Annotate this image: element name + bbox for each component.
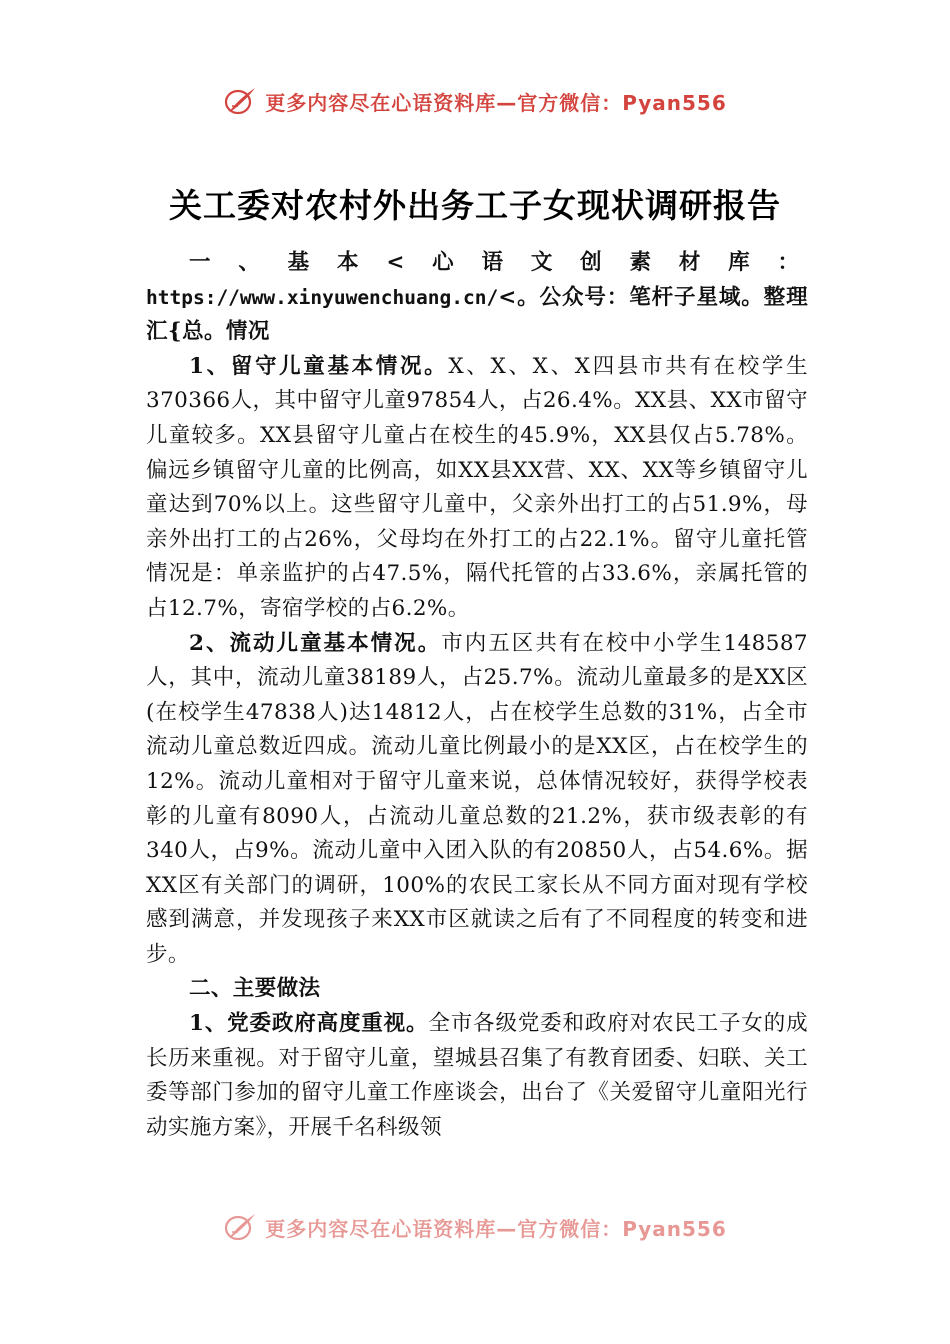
quill-logo-icon xyxy=(223,1212,257,1242)
paragraph-left-behind-children xyxy=(146,350,808,627)
source-url: https://www.xinyuwenchuang.cn/ xyxy=(146,285,499,309)
paragraph-lead: 1、党委政府高度重视。 xyxy=(189,1011,429,1037)
paragraph-lead: 1、留守儿童基本情况。 xyxy=(189,353,449,379)
section-heading-2: 二、主要做法 xyxy=(189,976,321,1002)
paragraph-lead: 2、流动儿童基本情况。 xyxy=(189,630,442,656)
document-title: 关工委对农村外出务工子女现状调研报告 xyxy=(169,186,781,225)
paragraph-migrant-children xyxy=(146,627,808,973)
header-watermark-text: 更多内容尽在心语资料库—官方微信：Pyan556 xyxy=(265,90,727,115)
paragraph-party-government xyxy=(146,1007,808,1145)
document-body xyxy=(146,246,808,1145)
quill-logo-icon xyxy=(223,86,257,116)
section-heading-1-part-a: 一、基本 xyxy=(189,250,387,275)
paragraph-text: 全市各级党委和政府对农民工子女的成长历来重视。对于留守儿童，望城县召集了有教育团委、妇联、关工委等部门参加的留守儿童工作座谈会，出台了《关爱留守儿童阳光行动实施方案》，开展千名科级领 xyxy=(146,1011,808,1140)
header-watermark-banner xyxy=(0,78,950,124)
section-heading-1-part-b: <心语文创素材库： xyxy=(386,250,808,275)
footer-watermark-text: 更多内容尽在心语资料库—官方微信：Pyan556 xyxy=(265,1216,727,1241)
paragraph-text: 市内五区共有在校中小学生148587人，其中，流动儿童38189人，占25.7%。流动儿童最多的是XX区(在校学生47838人)达14812人，占在校学生总数的31%，占全市流动儿童总数近四成。流动儿童比例最小的是XX区，占在校学生的12%。流动儿童相对于留守儿童来说，总体情况较好，获得学校表彰的儿童有8090人，占流动儿童总数的21.2%，获市级表彰的有340人，占9%。流动儿童中入团入队的有20850人，占54.6%。据XX区有关部门的调研，100%的农民工家长从不同方面对现有学校感到满意，并发现孩子来XX市区就读之后有了不同程度的转变和进步。 xyxy=(146,630,808,967)
footer-watermark-banner xyxy=(0,1204,950,1250)
paragraph-text: X、X、X、X四县市共有在校学生370366人，其中留守儿童97854人，占26.4%。XX县、XX市留守儿童较多。XX县留守儿童占在校生的45.9%，XX县仅占5.78%。偏远乡镇留守儿童的比例高，如XX县XX营、XX、XX等乡镇留守儿童达到70%以上。这些留守儿童中，父亲外出打工的占51.9%，母亲外出打工的占26%，父母均在外打工的占22.1%。留守儿童托管情况是：单亲监护的占47.5%，隔代托管的占33.6%，亲属托管的占12.7%，寄宿学校的占6.2%。 xyxy=(146,353,808,621)
section-heading-1 xyxy=(146,246,808,350)
section-heading-1-part-c: <。公众号：笔杆子星域。整理汇{总。情况 xyxy=(146,284,808,345)
